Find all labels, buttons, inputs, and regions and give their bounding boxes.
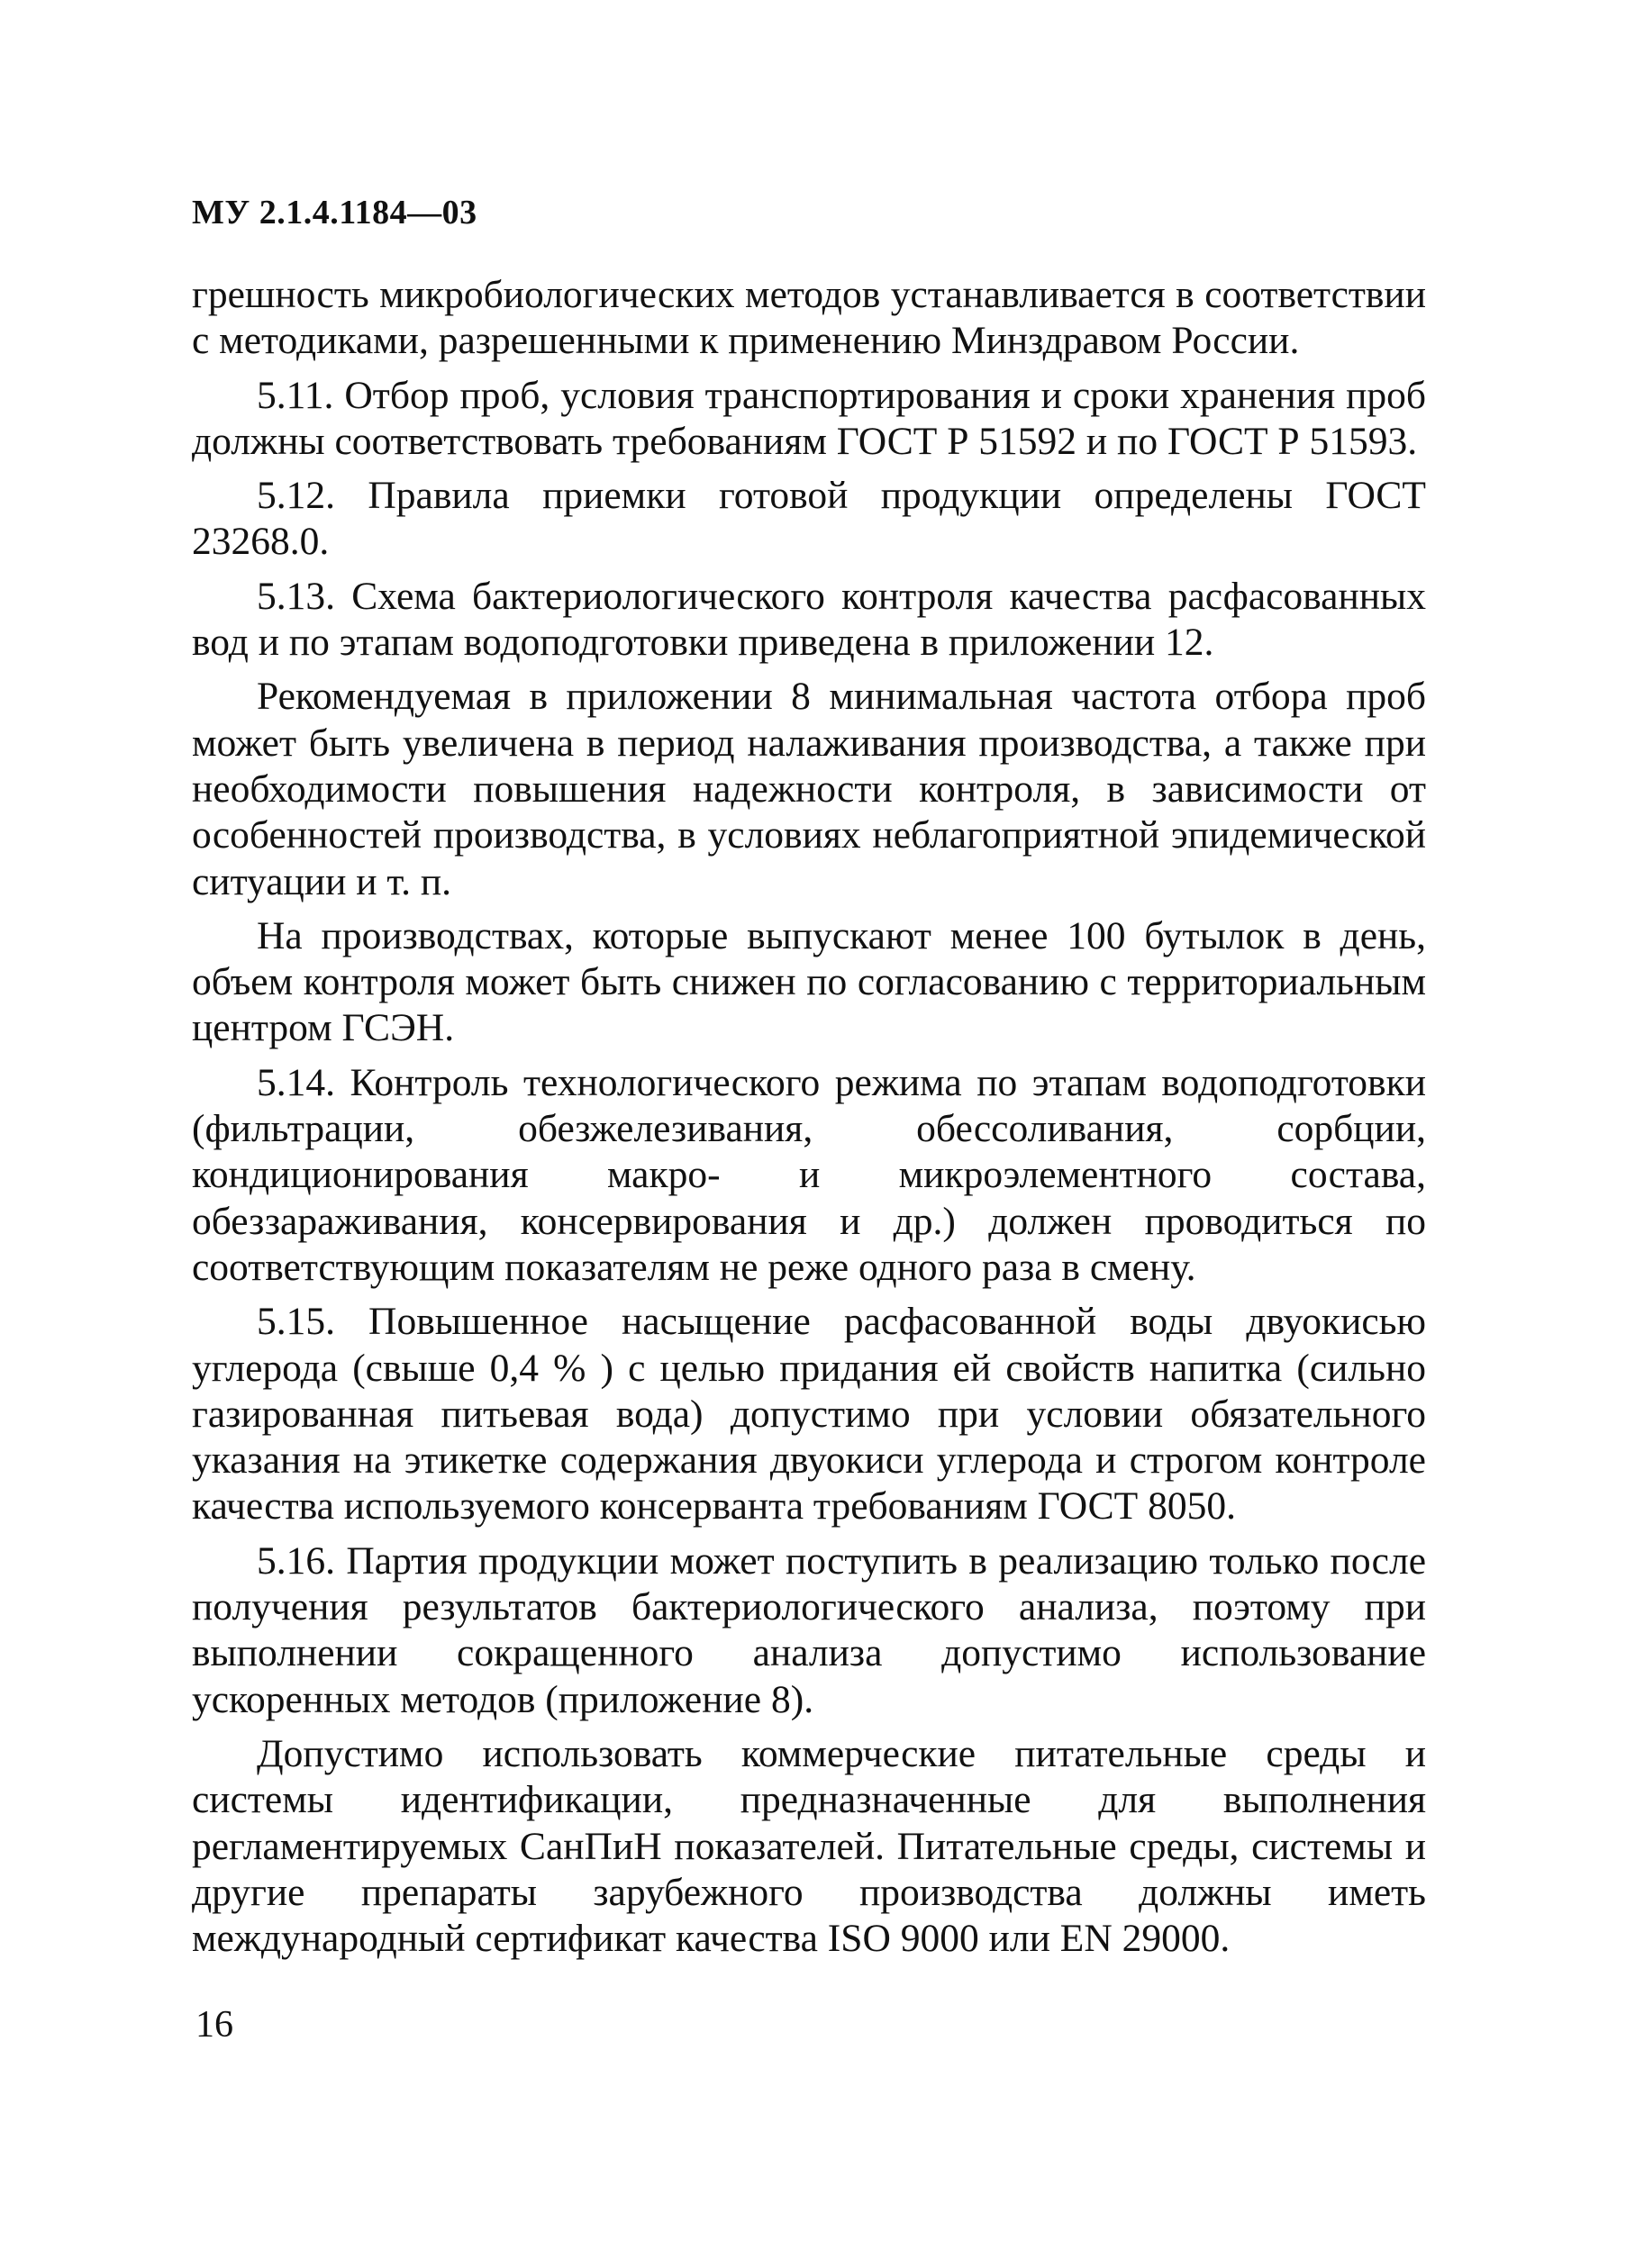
paragraph-5-13: 5.13. Схема бактериологического контроля качества расфасованных вод и по этапам водоподготовки приведена в приложении 12. [192,574,1426,665]
paragraph-continuation: грешность микробиологических методов устанавливается в соответствии с методиками, разрешенными к применению Минздравом России. [192,273,1426,363]
document-code-header: МУ 2.1.4.1184—03 [192,194,477,231]
paragraph-small-production: На производствах, которые выпускают менее 100 бутылок в день, объем контроля может быть снижен по согласованию с территориальным центром ГСЭН. [192,913,1426,1050]
paragraph-5-14: 5.14. Контроль технологического режима по этапам водоподготовки (фильтрации, обезжелезивания, обессоливания, сорбции, кондиционирования макро- и микроэлементного состава, обеззараживания, консервирования и др.) должен проводиться по соответствующим показателям не реже одного раза в смену. [192,1060,1426,1289]
paragraph-commercial-media: Допустимо использовать коммерческие питательные среды и системы идентификации, предназначенные для выполнения регламентируемых СанПиН показателей. Питательные среды, системы и другие препараты зарубежного производства должны иметь международный сертификат качества ISO 9000 или EN 29000. [192,1731,1426,1961]
paragraph-5-15: 5.15. Повышенное насыщение расфасованной воды двуокисью углерода (свыше 0,4 % ) с целью придания ей свойств напитка (сильно газированная питьевая вода) допустимо при условии обязательного указания на этикетке содержания двуокиси углерода и строгом контроле качества используемого консерванта требованиям ГОСТ 8050. [192,1300,1426,1529]
paragraph-5-12: 5.12. Правила приемки готовой продукции определены ГОСТ 23268.0. [192,474,1426,564]
paragraph-5-16: 5.16. Партия продукции может поступить в реализацию только после получения результатов бактериологического анализа, поэтому при выполнении сокращенного анализа допустимо использование ускоренных методов (приложение 8). [192,1538,1426,1721]
paragraph-sampling-frequency: Рекомендуемая в приложении 8 минимальная частота отбора проб может быть увеличена в период налаживания производства, а также при необходимости повышения надежности контроля, в зависимости от особенностей производства, в условиях неблагоприятной эпидемической ситуации и т. п. [192,675,1426,903]
paragraph-5-11: 5.11. Отбор проб, условия транспортирования и сроки хранения проб должны соответствовать требованиям ГОСТ Р 51592 и по ГОСТ Р 51593. [192,373,1426,463]
body-text [192,272,1426,1970]
page-number: 16 [195,2004,233,2046]
